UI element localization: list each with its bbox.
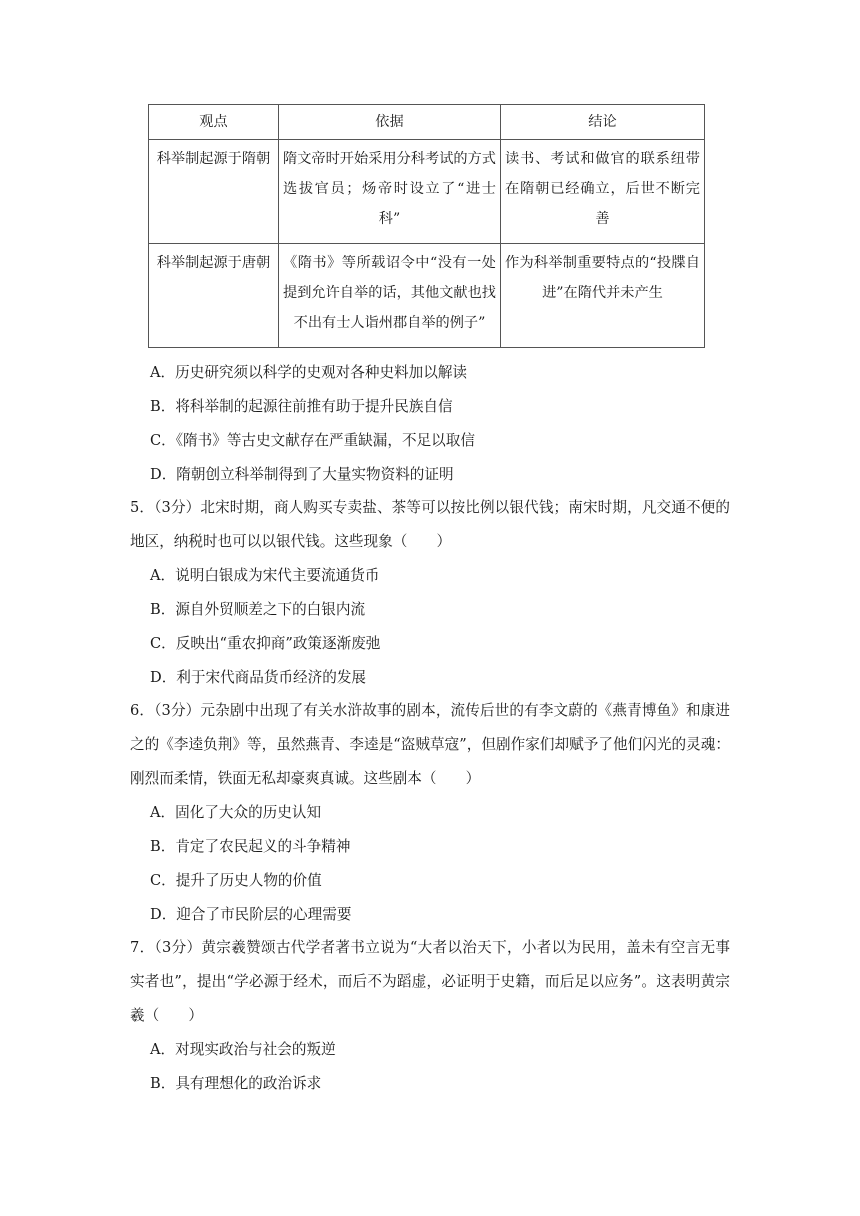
row1-view: 科举制起源于隋朝 — [149, 140, 279, 244]
header-view: 观点 — [149, 105, 279, 140]
row1-basis: 隋文帝时开始采用分科考试的方式选拔官员；炀帝时设立了“进士科” — [279, 140, 501, 244]
q6-option-d: D．迎合了市民阶层的心理需要 — [150, 906, 352, 923]
row2-conclusion: 作为科举制重要特点的“投牒自进”在隋代并未产生 — [501, 244, 705, 348]
q6-stem: 6．（3分）元杂剧中出现了有关水浒故事的剧本，流传后世的有李文蔚的《燕青博鱼》和康进之的《李逵负荆》等，虽然燕青、李逵是“盗贼草寇”，但剧作家们却赋予了他们闪光的灵魂：刚烈而柔情，铁面无私却豪爽真诚。这些剧本（ ） — [130, 702, 730, 787]
table-header-row — [149, 105, 705, 140]
q6-option-c: C．提升了历史人物的价值 — [150, 872, 322, 889]
table-row — [149, 244, 705, 348]
q7-stem: 7．（3分）黄宗羲赞颂古代学者著书立说为“大者以治天下，小者以为民用，盖未有空言无事实者也”，提出“学必源于经术，而后不为蹈虚，必证明于史籍，而后足以应务”。这表明黄宗羲（ ） — [130, 939, 730, 1024]
row2-basis: 《隋书》等所载诏令中“没有一处提到允许自举的话，其他文献也找不出有士人诣州郡自举的例子” — [279, 244, 501, 348]
q5-option-b: B．源自外贸顺差之下的白银内流 — [150, 601, 366, 618]
q5-option-a: A．说明白银成为宋代主要流通货币 — [150, 567, 380, 584]
q7-option-a: A．对现实政治与社会的叛逆 — [150, 1041, 336, 1058]
q4-option-d: D．隋朝创立科举制得到了大量实物资料的证明 — [150, 466, 454, 483]
q5-option-d: D．利于宋代商品货币经济的发展 — [150, 669, 367, 686]
header-basis: 依据 — [279, 105, 501, 140]
q5-option-c: C．反映出“重农抑商”政策逐渐废弛 — [150, 635, 381, 652]
q6-option-a: A．固化了大众的历史认知 — [150, 804, 322, 821]
header-conclusion: 结论 — [501, 105, 705, 140]
q4-option-a: A．历史研究须以科学的史观对各种史料加以解读 — [150, 364, 468, 381]
q5-stem: 5．（3分）北宋时期，商人购买专卖盐、茶等可以按比例以银代钱；南宋时期，凡交通不便的地区，纳税时也可以以银代钱。这些现象（ ） — [130, 499, 730, 550]
row2-view: 科举制起源于唐朝 — [149, 244, 279, 348]
q4-option-c: C．《隋书》等古史文献存在严重缺漏，不足以取信 — [150, 432, 475, 449]
comparison-table — [148, 104, 705, 348]
row1-conclusion: 读书、考试和做官的联系纽带在隋朝已经确立，后世不断完善 — [501, 140, 705, 244]
q6-option-b: B．肯定了农民起义的斗争精神 — [150, 838, 351, 855]
q4-option-b: B．将科举制的起源往前推有助于提升民族自信 — [150, 398, 453, 415]
q7-option-b: B．具有理想化的政治诉求 — [150, 1075, 322, 1092]
table-row — [149, 140, 705, 244]
